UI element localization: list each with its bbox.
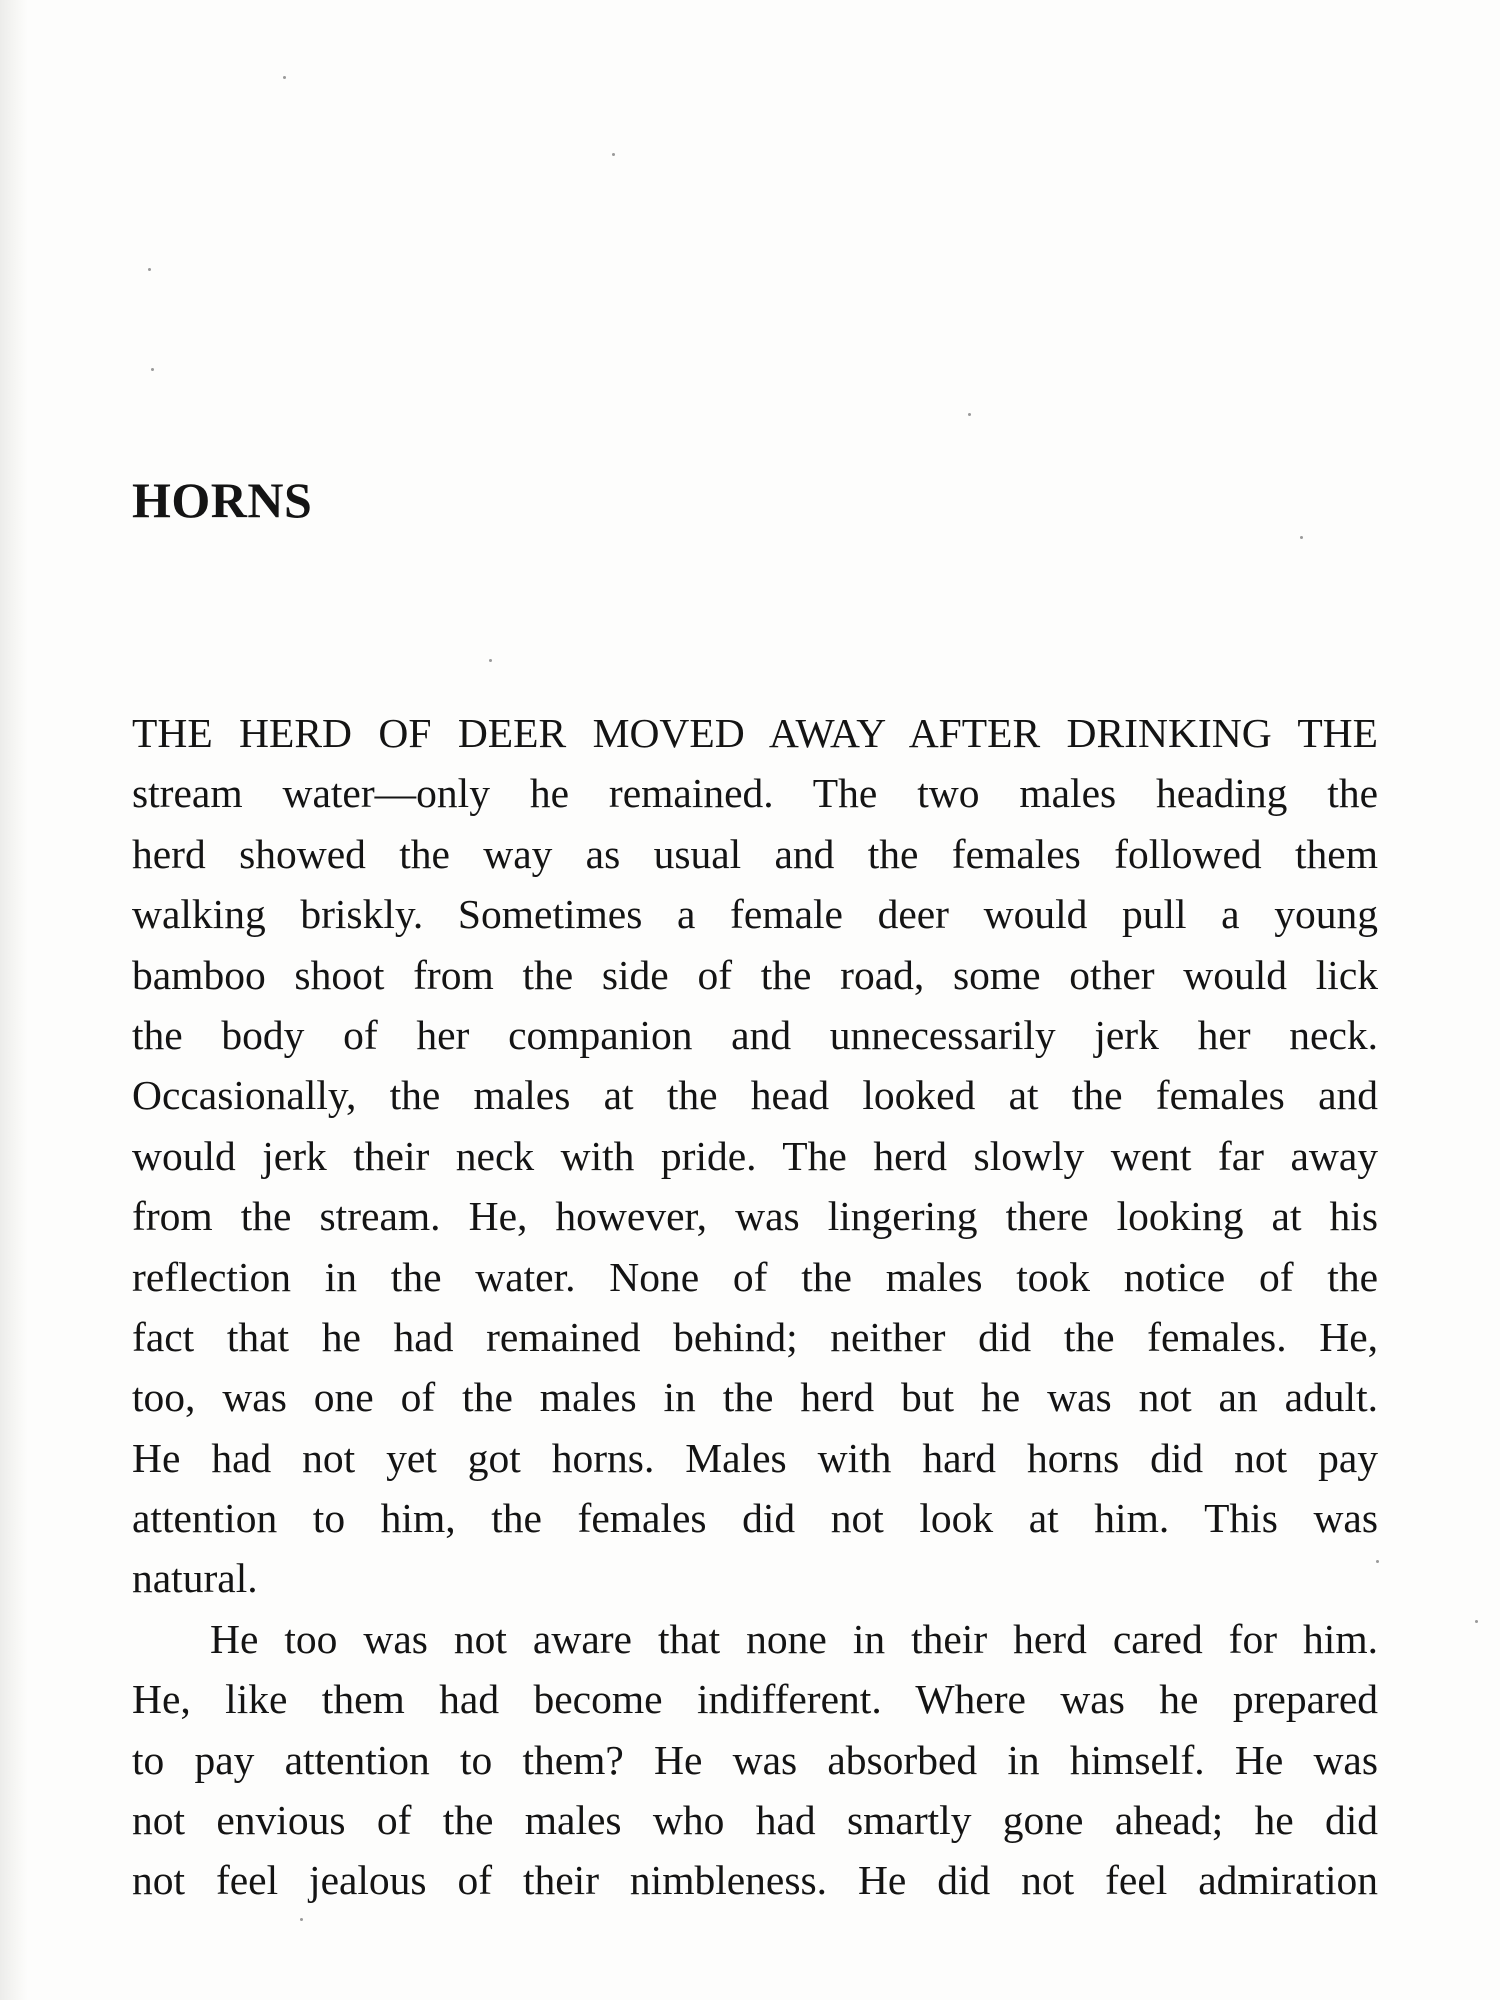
text-line: fact that he had remained behind; neither did the females. He, <box>132 1313 1378 1360</box>
text-line: He had not yet got horns. Males with hard horns did not pay <box>132 1434 1378 1481</box>
paper-speck <box>151 368 154 371</box>
text-line: not envious of the males who had smartly gone ahead; he did <box>132 1797 1378 1844</box>
text-line: stream water—only he remained. The two males heading the <box>132 770 1378 817</box>
text-line: attention to him, the females did not look at him. This was <box>132 1495 1378 1542</box>
text-line: bamboo shoot from the side of the road, some other would lick <box>132 951 1378 998</box>
text-line: not feel jealous of their nimbleness. He did not feel admiration <box>132 1857 1378 1904</box>
chapter-title: HORNS <box>132 472 313 528</box>
text-line: would jerk their neck with pride. The herd slowly went far away <box>132 1132 1378 1179</box>
paper-speck <box>300 1918 303 1921</box>
page-gutter-shadow <box>0 0 28 2000</box>
text-line: He, like them had become indifferent. Where was he prepared <box>132 1676 1378 1723</box>
chapter-body <box>132 703 1378 1911</box>
paper-speck <box>283 76 286 79</box>
paper-speck <box>1475 1620 1478 1623</box>
text-line: the body of her companion and unnecessarily jerk her neck. <box>132 1011 1378 1058</box>
paper-speck <box>489 659 492 662</box>
text-line: walking briskly. Sometimes a female deer would pull a young <box>132 891 1378 938</box>
paper-speck <box>968 413 971 416</box>
text-line: He too was not aware that none in their herd cared for him. <box>210 1615 1378 1662</box>
text-line: Occasionally, the males at the head looked at the females and <box>132 1072 1378 1119</box>
text-line: THE HERD OF DEER MOVED AWAY AFTER DRINKING THE <box>132 710 1378 756</box>
paper-speck <box>148 268 151 271</box>
text-line: to pay attention to them? He was absorbed in himself. He was <box>132 1736 1378 1783</box>
paper-speck <box>1300 536 1303 539</box>
text-line: natural. <box>132 1555 258 1602</box>
paper-speck <box>612 153 615 156</box>
text-line: too, was one of the males in the herd but he was not an adult. <box>132 1374 1378 1421</box>
text-line: herd showed the way as usual and the females followed them <box>132 830 1378 877</box>
text-line: from the stream. He, however, was lingering there looking at his <box>132 1193 1378 1240</box>
text-line: reflection in the water. None of the males took notice of the <box>132 1253 1378 1300</box>
